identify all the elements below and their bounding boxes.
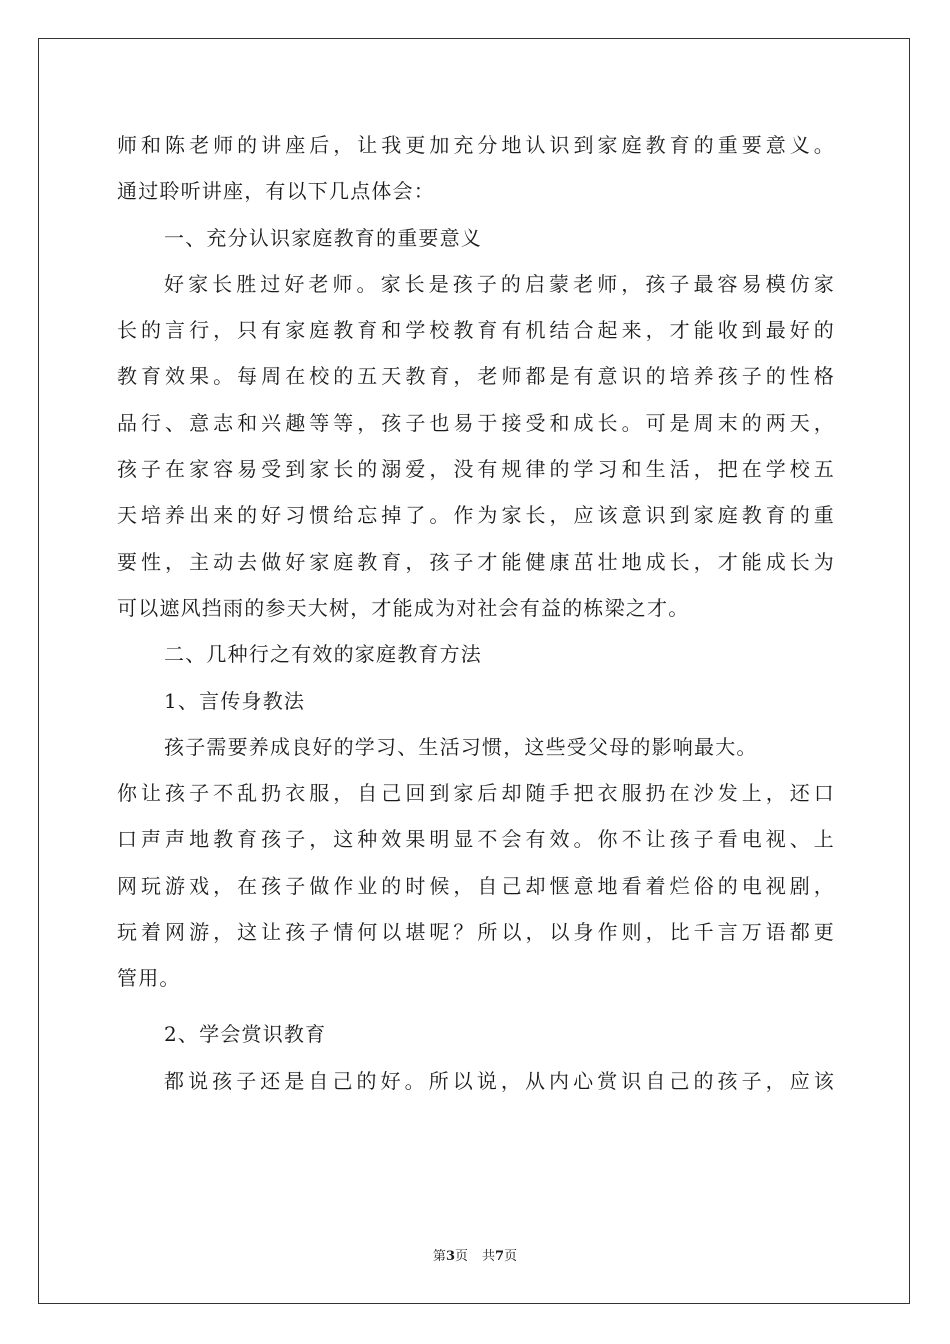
- text-line: 天培养出来的好习惯给忘掉了。作为家长，应该意识到家庭教育的重: [117, 503, 835, 528]
- text-line: 好家长胜过好老师。家长是孩子的启蒙老师，孩子最容易模仿家: [164, 271, 835, 296]
- text-line: 玩着网游，这让孩子情何以堪呢？所以，以身作则，比千言万语都更: [117, 920, 835, 945]
- text-line: 网玩游戏，在孩子做作业的时候，自己却惬意地看着烂俗的电视剧，: [117, 873, 835, 898]
- text-line: 管用。: [117, 966, 181, 991]
- page-suffix: 页: [454, 1249, 468, 1264]
- text-line: 教育效果。每周在校的五天教育，老师都是有意识的培养孩子的性格: [117, 364, 835, 389]
- text-line: 通过聆听讲座，有以下几点体会：: [117, 179, 435, 204]
- current-page-number: 3: [445, 1249, 455, 1264]
- section-heading: 一、充分认识家庭教育的重要意义: [164, 225, 482, 250]
- text-line: 要性，主动去做好家庭教育，孩子才能健康茁壮地成长，才能成长为: [117, 549, 835, 574]
- text-line: 品行、意志和兴趣等等，孩子也易于接受和成长。可是周末的两天，: [117, 410, 835, 435]
- subsection-heading: 2、学会赏识教育: [164, 1022, 327, 1047]
- text-line: 孩子需要养成良好的学习、生活习惯，这些受父母的影响最大。: [164, 734, 758, 759]
- text-line: 可以遮风挡雨的参天大树，才能成为对社会有益的栋梁之才。: [117, 595, 690, 620]
- text-line: 师和陈老师的讲座后，让我更加充分地认识到家庭教育的重要意义。: [117, 133, 835, 157]
- section-heading: 二、几种行之有效的家庭教育方法: [164, 642, 482, 667]
- text-line: 都说孩子还是自己的好。所以说，从内心赏识自己的孩子，应该: [164, 1068, 835, 1093]
- total-page-number: 7: [495, 1249, 505, 1264]
- page-footer: [0, 1245, 950, 1264]
- total-prefix: 共: [482, 1249, 496, 1264]
- document-body: [117, 127, 835, 1109]
- text-line: 孩子在家容易受到家长的溺爱，没有规律的学习和生活，把在学校五: [117, 457, 835, 482]
- text-line: 你让孩子不乱扔衣服，自己回到家后却随手把衣服扔在沙发上，还口: [117, 781, 835, 806]
- subsection-heading: 1、言传身教法: [164, 688, 306, 713]
- text-line: 口声声地教育孩子，这种效果明显不会有效。你不让孩子看电视、上: [117, 827, 835, 852]
- total-suffix: 页: [504, 1249, 518, 1264]
- page-prefix: 第: [432, 1249, 446, 1264]
- text-line: 长的言行，只有家庭教育和学校教育有机结合起来，才能收到最好的: [117, 318, 835, 343]
